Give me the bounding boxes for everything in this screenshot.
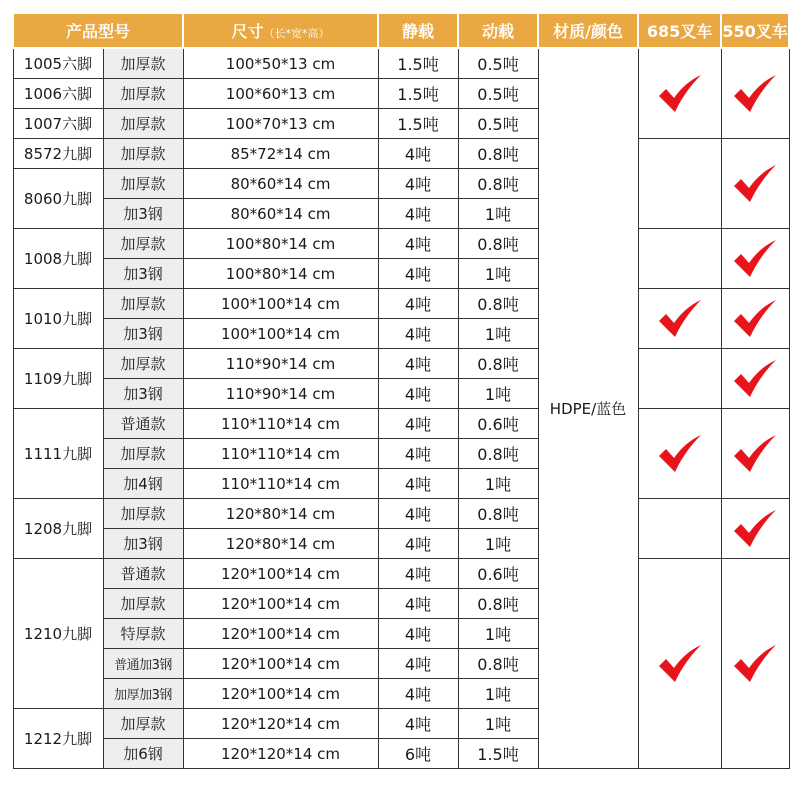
table-row [13,229,789,259]
size-cell: 120*100*14 cm [183,649,378,679]
fork550-mark-cell [721,349,789,409]
fork550-mark-cell [721,48,789,139]
check-icon [732,434,778,474]
table-row [13,409,789,439]
header-row [13,13,789,48]
size-cell: 120*100*14 cm [183,589,378,619]
variant-cell: 加厚款 [103,169,183,199]
fork685-mark-cell [638,559,721,769]
static-load-cell: 6吨 [378,739,458,769]
size-cell: 120*100*14 cm [183,559,378,589]
model-cell: 1210九脚 [13,559,103,709]
model-cell: 1109九脚 [13,349,103,409]
variant-cell: 加厚款 [103,229,183,259]
check-icon [657,299,703,339]
fork550-mark-cell [721,229,789,289]
static-load-cell: 4吨 [378,319,458,349]
model-cell: 1006六脚 [13,79,103,109]
static-load-cell: 4吨 [378,619,458,649]
table-row [13,48,789,79]
fork550-mark-cell [721,409,789,499]
model-cell: 1111九脚 [13,409,103,499]
variant-cell: 加厚款 [103,439,183,469]
static-load-cell: 4吨 [378,559,458,589]
variant-cell: 加厚款 [103,109,183,139]
static-load-cell: 4吨 [378,349,458,379]
static-load-cell: 4吨 [378,139,458,169]
fork550-mark-cell [721,139,789,229]
dynamic-load-cell: 1吨 [458,319,538,349]
size-cell: 100*50*13 cm [183,48,378,79]
dynamic-load-cell: 1吨 [458,379,538,409]
variant-cell: 普通加3钢 [103,649,183,679]
dynamic-load-cell: 0.6吨 [458,559,538,589]
header-dynamic-load: 动载 [458,13,538,48]
fork685-mark-cell [638,139,721,229]
size-cell: 120*80*14 cm [183,529,378,559]
dynamic-load-cell: 0.8吨 [458,289,538,319]
static-load-cell: 1.5吨 [378,79,458,109]
dynamic-load-cell: 0.8吨 [458,649,538,679]
dynamic-load-cell: 0.6吨 [458,409,538,439]
header-size-label: 尺寸 [231,22,264,41]
static-load-cell: 1.5吨 [378,48,458,79]
dynamic-load-cell: 1吨 [458,679,538,709]
model-cell: 8060九脚 [13,169,103,229]
header-model: 产品型号 [13,13,183,48]
variant-cell: 加3钢 [103,199,183,229]
dynamic-load-cell: 0.8吨 [458,499,538,529]
header-size [183,13,378,48]
table-row [13,139,789,169]
size-cell: 110*110*14 cm [183,409,378,439]
variant-cell: 加厚款 [103,709,183,739]
table-row [13,559,789,589]
size-cell: 100*100*14 cm [183,319,378,349]
static-load-cell: 4吨 [378,709,458,739]
static-load-cell: 4吨 [378,679,458,709]
variant-cell: 加6钢 [103,739,183,769]
size-cell: 80*60*14 cm [183,199,378,229]
header-material: 材质/颜色 [538,13,638,48]
variant-cell: 加厚款 [103,48,183,79]
model-cell: 1208九脚 [13,499,103,559]
fork685-mark-cell [638,409,721,499]
variant-cell: 加厚款 [103,79,183,109]
model-cell: 1005六脚 [13,48,103,79]
variant-cell: 加3钢 [103,379,183,409]
check-icon [732,164,778,204]
fork550-mark-cell [721,499,789,559]
dynamic-load-cell: 1吨 [458,469,538,499]
dynamic-load-cell: 0.5吨 [458,109,538,139]
dynamic-load-cell: 1吨 [458,199,538,229]
dynamic-load-cell: 0.8吨 [458,139,538,169]
check-icon [732,509,778,549]
static-load-cell: 4吨 [378,439,458,469]
check-icon [732,644,778,684]
size-cell: 85*72*14 cm [183,139,378,169]
fork685-mark-cell [638,229,721,289]
model-cell: 1007六脚 [13,109,103,139]
size-cell: 100*100*14 cm [183,289,378,319]
static-load-cell: 4吨 [378,169,458,199]
variant-cell: 加厚款 [103,499,183,529]
variant-cell: 加厚加3钢 [103,679,183,709]
variant-cell: 普通款 [103,559,183,589]
fork550-mark-cell [721,289,789,349]
size-cell: 100*80*14 cm [183,259,378,289]
model-cell: 1212九脚 [13,709,103,769]
static-load-cell: 4吨 [378,469,458,499]
fork685-mark-cell [638,48,721,139]
size-cell: 110*90*14 cm [183,379,378,409]
pallet-spec-table [12,12,790,769]
size-cell: 100*70*13 cm [183,109,378,139]
dynamic-load-cell: 0.8吨 [458,439,538,469]
dynamic-load-cell: 0.5吨 [458,48,538,79]
model-cell: 1008九脚 [13,229,103,289]
dynamic-load-cell: 0.8吨 [458,589,538,619]
check-icon [732,239,778,279]
header-fork550: 550叉车 [721,13,789,48]
table-row [13,289,789,319]
dynamic-load-cell: 0.8吨 [458,169,538,199]
check-icon [657,644,703,684]
size-cell: 120*120*14 cm [183,739,378,769]
static-load-cell: 4吨 [378,649,458,679]
model-cell: 8572九脚 [13,139,103,169]
static-load-cell: 4吨 [378,229,458,259]
header-fork685: 685叉车 [638,13,721,48]
check-icon [657,434,703,474]
size-cell: 120*80*14 cm [183,499,378,529]
static-load-cell: 4吨 [378,379,458,409]
variant-cell: 加3钢 [103,259,183,289]
size-cell: 80*60*14 cm [183,169,378,199]
dynamic-load-cell: 1吨 [458,529,538,559]
size-cell: 120*120*14 cm [183,709,378,739]
static-load-cell: 1.5吨 [378,109,458,139]
dynamic-load-cell: 1吨 [458,709,538,739]
variant-cell: 加厚款 [103,289,183,319]
variant-cell: 加厚款 [103,349,183,379]
variant-cell: 加3钢 [103,319,183,349]
size-cell: 120*100*14 cm [183,679,378,709]
model-cell: 1010九脚 [13,289,103,349]
variant-cell: 加厚款 [103,589,183,619]
dynamic-load-cell: 0.8吨 [458,349,538,379]
check-icon [732,74,778,114]
static-load-cell: 4吨 [378,409,458,439]
size-cell: 100*80*14 cm [183,229,378,259]
size-cell: 110*90*14 cm [183,349,378,379]
header-static-load: 静载 [378,13,458,48]
variant-cell: 加4钢 [103,469,183,499]
fork550-mark-cell [721,559,789,769]
fork685-mark-cell [638,289,721,349]
fork685-mark-cell [638,349,721,409]
header-size-unit: （长*宽*高） [263,27,330,40]
static-load-cell: 4吨 [378,499,458,529]
fork685-mark-cell [638,499,721,559]
size-cell: 120*100*14 cm [183,619,378,649]
static-load-cell: 4吨 [378,589,458,619]
dynamic-load-cell: 1吨 [458,619,538,649]
variant-cell: 加3钢 [103,529,183,559]
variant-cell: 加厚款 [103,139,183,169]
dynamic-load-cell: 0.5吨 [458,79,538,109]
check-icon [732,359,778,399]
size-cell: 110*110*14 cm [183,469,378,499]
table-row [13,499,789,529]
size-cell: 100*60*13 cm [183,79,378,109]
static-load-cell: 4吨 [378,259,458,289]
variant-cell: 普通款 [103,409,183,439]
size-cell: 110*110*14 cm [183,439,378,469]
material-cell: HDPE/蓝色 [538,48,638,769]
table-row [13,349,789,379]
check-icon [657,74,703,114]
static-load-cell: 4吨 [378,289,458,319]
static-load-cell: 4吨 [378,529,458,559]
variant-cell: 特厚款 [103,619,183,649]
dynamic-load-cell: 1吨 [458,259,538,289]
dynamic-load-cell: 1.5吨 [458,739,538,769]
dynamic-load-cell: 0.8吨 [458,229,538,259]
static-load-cell: 4吨 [378,199,458,229]
check-icon [732,299,778,339]
